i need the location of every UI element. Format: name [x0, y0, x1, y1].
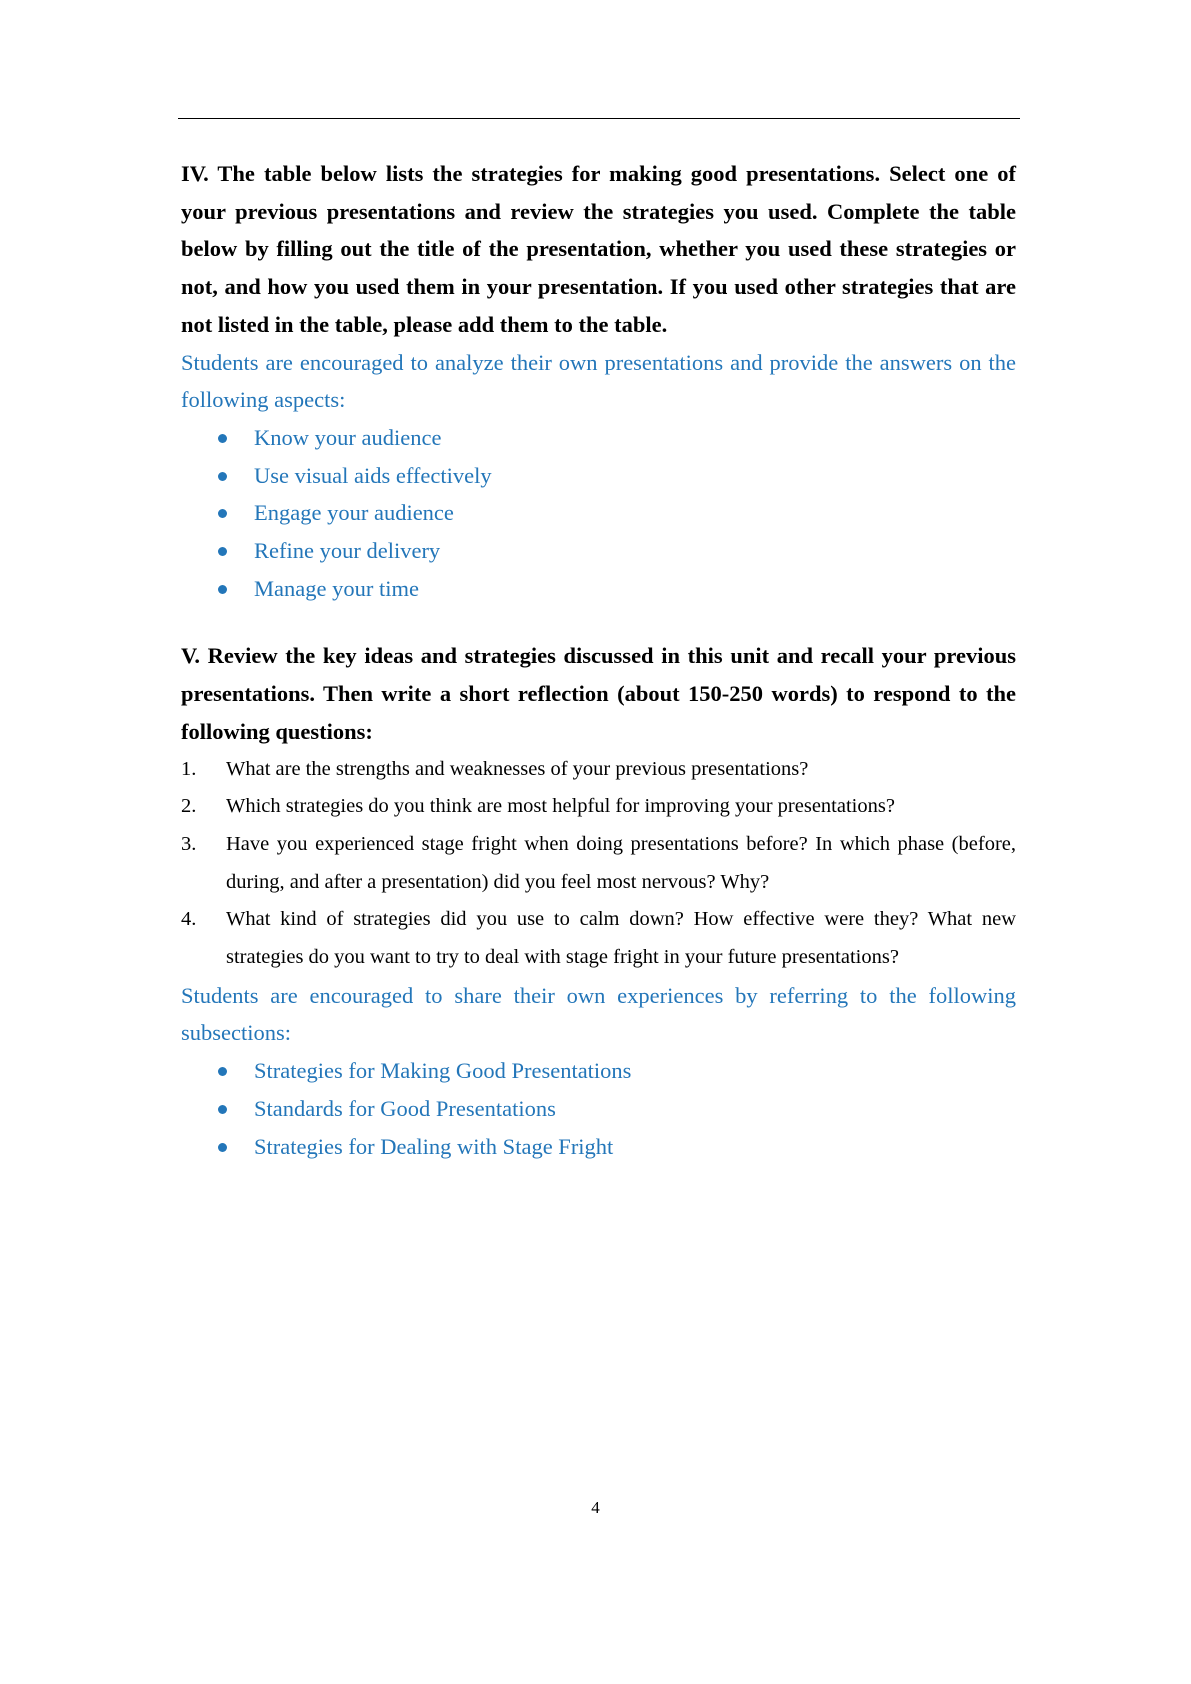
aspect-text: Refine your delivery [254, 538, 441, 564]
question-text: What are the strengths and weaknesses of your previous presentations? [226, 757, 809, 780]
question-number: 3. [181, 832, 197, 855]
list-item [181, 532, 1016, 570]
questions-list [181, 751, 1016, 977]
question-number: 1. [181, 757, 197, 780]
bullet-icon [218, 472, 227, 481]
question-item [181, 826, 1016, 901]
list-item [181, 419, 1016, 457]
page-number: 4 [591, 1498, 600, 1517]
question-item [181, 751, 1016, 789]
bullet-icon [218, 1143, 227, 1152]
section-gap [181, 607, 1016, 637]
subsection-text: Standards for Good Presentations [254, 1095, 556, 1121]
list-item [181, 570, 1016, 608]
subsection-text: Strategies for Dealing with Stage Fright [254, 1133, 614, 1159]
page-content [181, 155, 1016, 1165]
question-number: 2. [181, 795, 197, 818]
aspects-list [181, 419, 1016, 608]
subsections-list [181, 1052, 1016, 1165]
bullet-icon [218, 585, 227, 594]
question-text: Have you experienced stage fright when doing presentations before? In which phase (before, during, and after a presentation) did you feel most nervous? Why? [226, 832, 1016, 893]
section-iv-answer-intro: Students are encouraged to analyze their own presentations and provide the answers on the following aspects: [181, 349, 1016, 413]
list-item [181, 494, 1016, 532]
aspect-text: Engage your audience [254, 500, 454, 526]
bullet-icon [218, 509, 227, 518]
question-number: 4. [181, 908, 197, 931]
aspect-text: Know your audience [254, 424, 442, 450]
aspect-text: Use visual aids effectively [254, 462, 492, 488]
section-v-answer-intro: Students are encouraged to share their own experiences by referring to the following subsections: [181, 982, 1016, 1046]
bullet-icon [218, 434, 227, 443]
bullet-icon [218, 1105, 227, 1114]
question-text: Which strategies do you think are most helpful for improving your presentations? [226, 795, 895, 818]
bullet-icon [218, 1067, 227, 1076]
header-rule [178, 118, 1020, 119]
question-item [181, 901, 1016, 976]
list-item [181, 457, 1016, 495]
aspect-text: Manage your time [254, 575, 419, 601]
question-text: What kind of strategies did you use to calm down? How effective were they? What new strategies do you want to try to deal with stage fright in your future presentations? [226, 908, 1016, 969]
list-item [181, 1128, 1016, 1166]
section-iv-heading: IV. The table below lists the strategies for making good presentations. Select one of your previous presentations and review the strategies you used. Complete the table below by filling out the title of the presentation, whether you used these strategies or not, and how you used them in your presentation. If you used other strategies that are not listed in the table, please add them to the table. [181, 161, 1016, 337]
question-item [181, 788, 1016, 826]
subsection-text: Strategies for Making Good Presentations [254, 1058, 632, 1084]
list-item [181, 1052, 1016, 1090]
list-item [181, 1090, 1016, 1128]
bullet-icon [218, 547, 227, 556]
section-v-heading: V. Review the key ideas and strategies discussed in this unit and recall your previous presentations. Then write a short reflection (about 150-250 words) to respond to the following questions: [181, 643, 1016, 744]
